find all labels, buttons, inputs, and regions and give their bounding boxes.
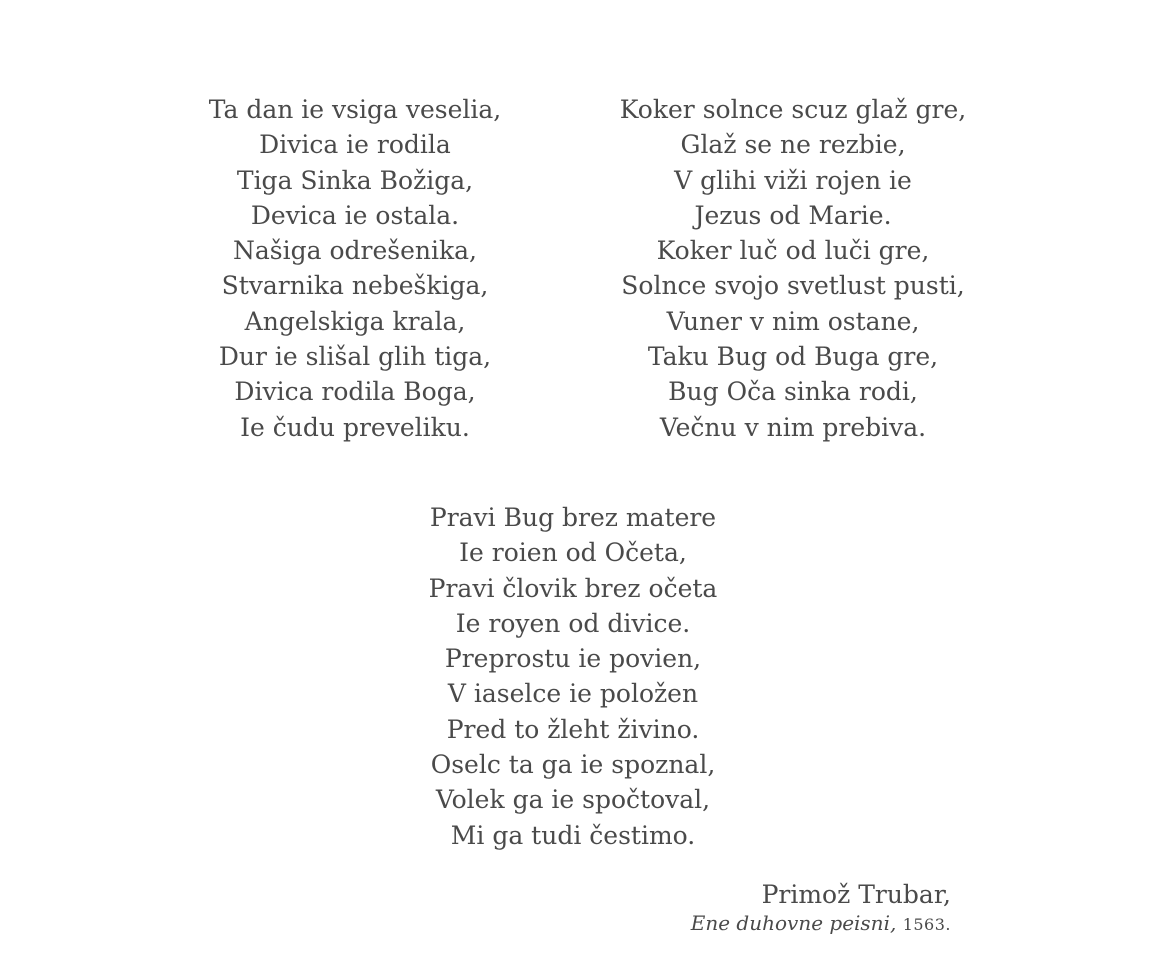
poem-line: Dur ie slišal glih tiga,	[218, 342, 492, 372]
poem-line: Glaž se ne rezbie,	[680, 130, 906, 160]
poem-line: Pravi Bug brez matere	[429, 503, 717, 532]
poem-line: Divica ie rodila	[259, 130, 451, 160]
stanza-2	[613, 92, 973, 445]
source-citation	[691, 912, 951, 936]
poem-line: Koker solnce scuz glaž gre,	[619, 95, 967, 124]
stanza-3	[393, 500, 753, 853]
poem-line: Mi ga tudi čestimo.	[450, 820, 696, 850]
poem-line: Pravi človik brez očeta	[428, 573, 718, 603]
poem-line: Pred to žleht živino.	[446, 714, 700, 744]
attribution	[691, 878, 951, 936]
source-title: Ene duhovne peisni,	[690, 911, 897, 935]
poem-line: Večnu v nim prebiva.	[659, 412, 927, 442]
poem-line: Angelskiga krala,	[244, 306, 466, 336]
poem-line: Ie royen od divice.	[455, 608, 691, 638]
poem-line: V iaselce ie položen	[447, 679, 699, 709]
poem-line: Stvarnika nebeškiga,	[221, 271, 489, 301]
source-year: 1563.	[902, 915, 951, 934]
poem-line: Ie roien od Očeta,	[459, 538, 687, 568]
author-name: Primož Trubar,	[761, 880, 951, 909]
poem-line: Našiga odrešenika,	[233, 236, 477, 266]
stanza-1	[175, 92, 535, 445]
poem-line: Taku Bug od Buga gre,	[647, 342, 939, 372]
poem-line: Solnce svojo svetlust pusti,	[621, 271, 965, 301]
poem-line: Divica rodila Boga,	[234, 377, 476, 407]
poem-line: Ta dan ie vsiga veselia,	[208, 95, 502, 124]
poem-line: Ie čudu preveliku.	[240, 412, 470, 442]
poem-line: Devica ie ostala.	[250, 200, 460, 230]
poem-line: Bug Oča sinka rodi,	[668, 377, 918, 407]
poem-line: Jezus od Marie.	[694, 200, 892, 230]
poem-line: Vuner v nim ostane,	[666, 306, 920, 336]
poem-line: Koker luč od luči gre,	[656, 236, 930, 266]
poem-line: Oselc ta ga ie spoznal,	[430, 750, 716, 780]
poem-line: V glihi viži rojen ie	[674, 165, 912, 195]
poem-line: Volek ga ie spočtoval,	[435, 785, 711, 815]
poem-line: Tiga Sinka Božiga,	[236, 165, 474, 195]
poem-line: Preprostu ie povien,	[444, 644, 702, 674]
